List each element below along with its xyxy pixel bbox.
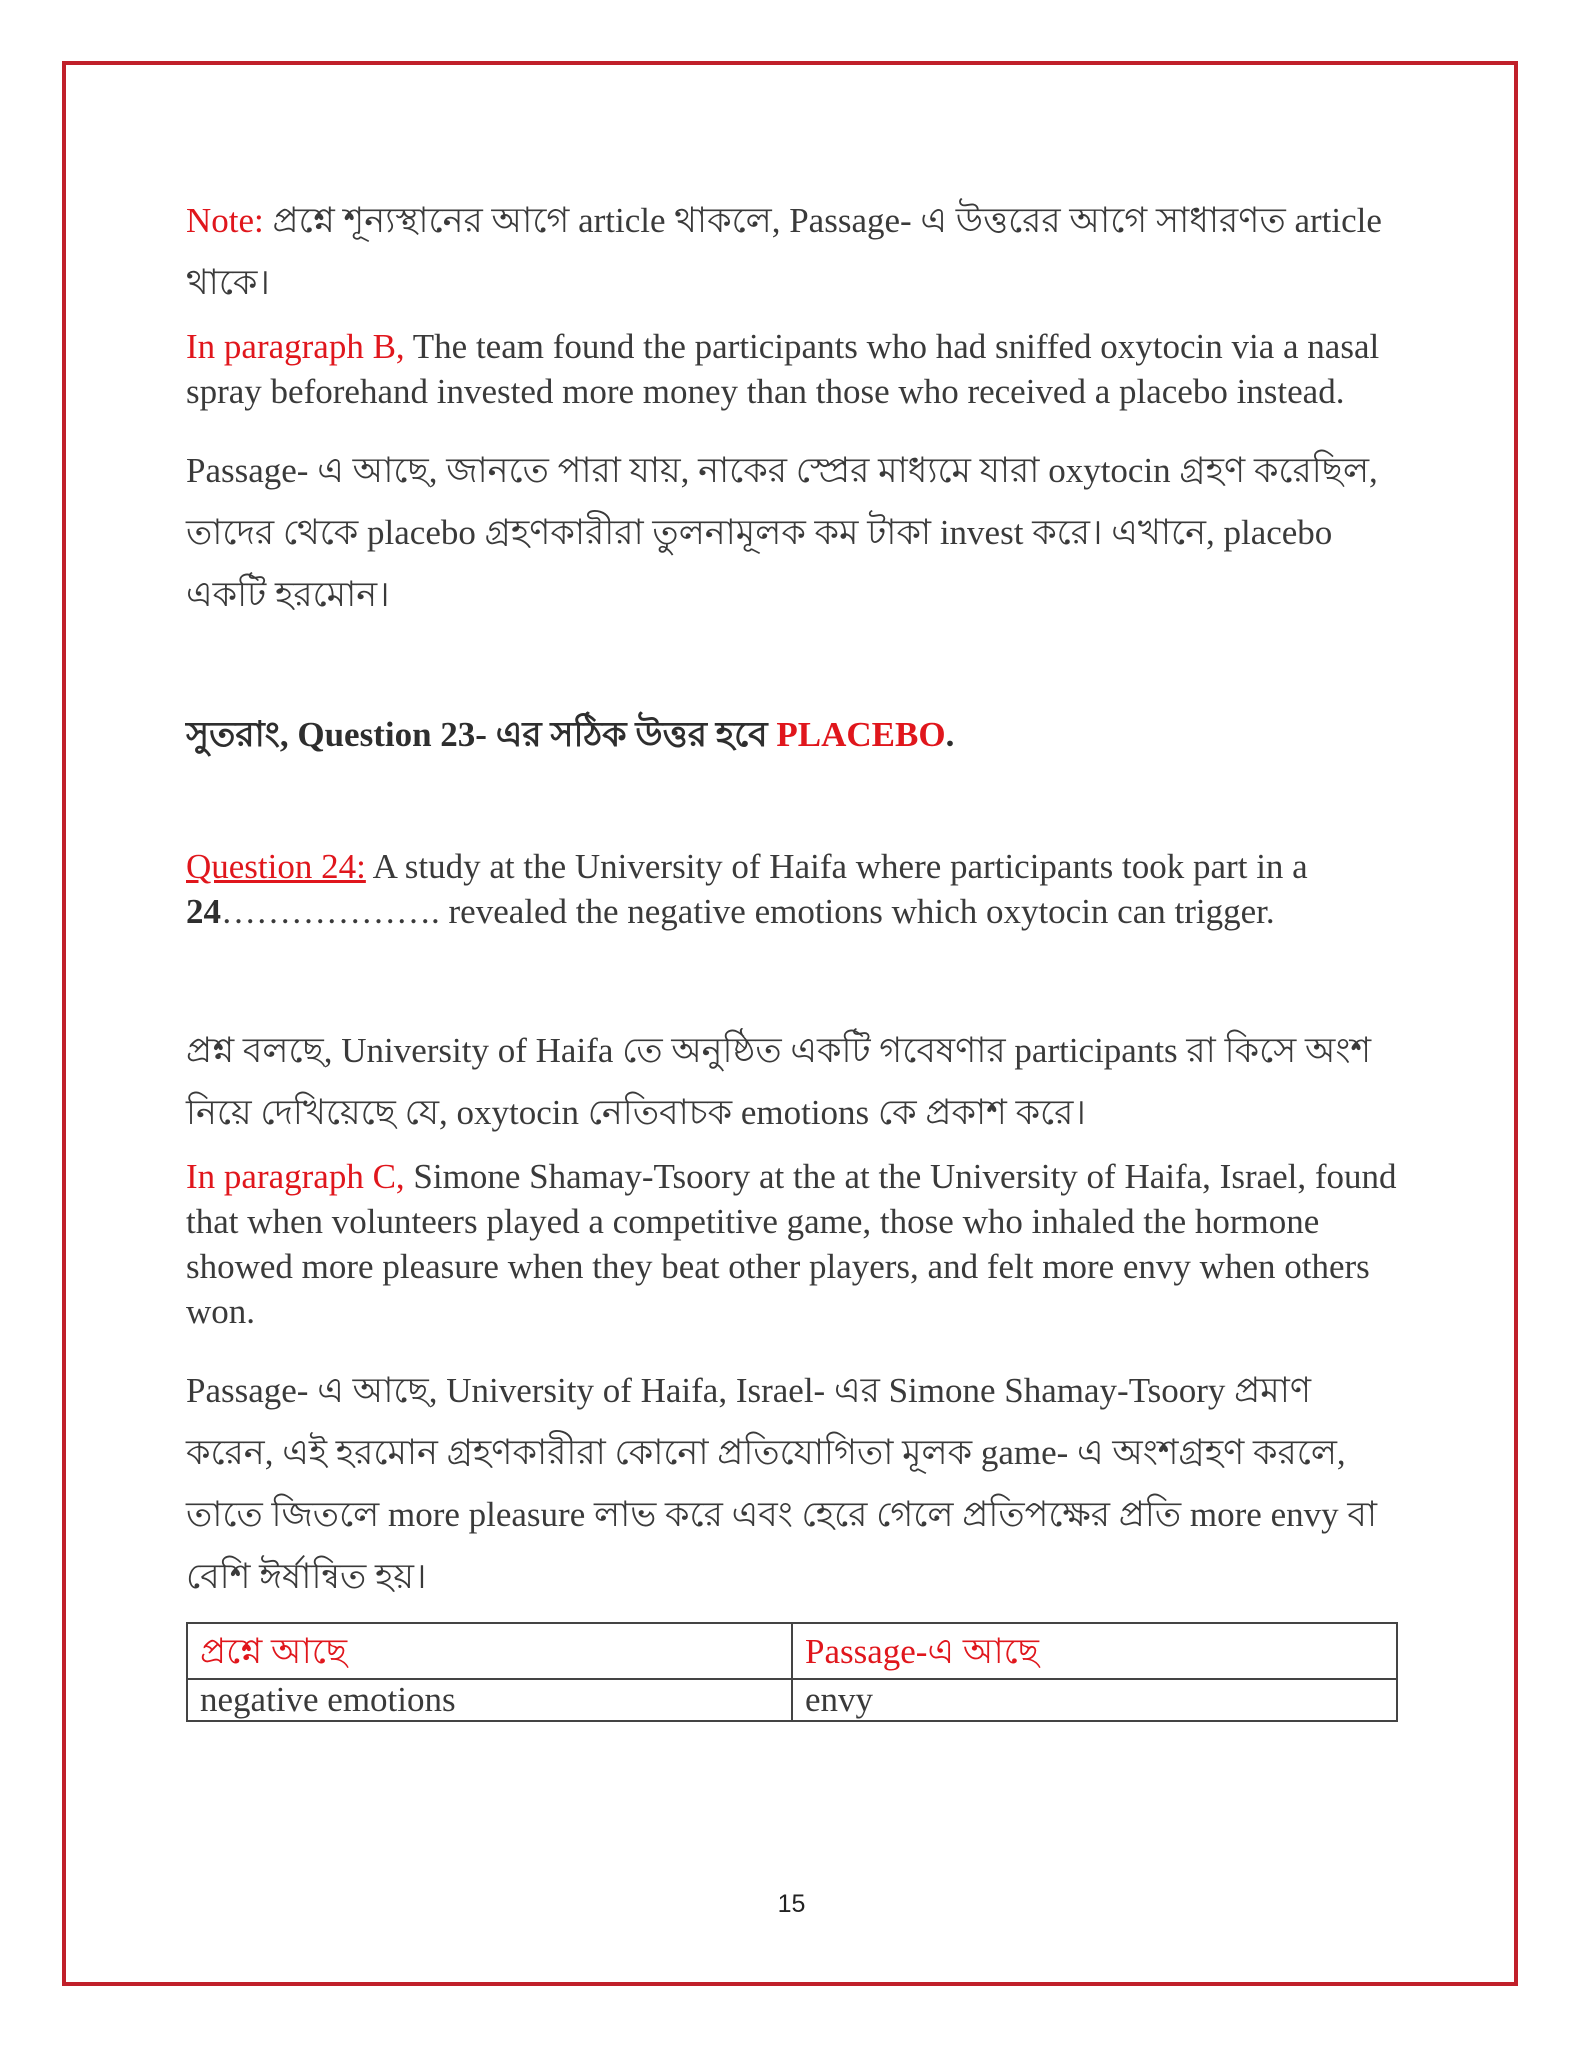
page-content [186, 190, 1406, 1722]
conclusion-prefix: সুতরাং, Question 23- এর সঠিক উত্তর হবে [186, 715, 777, 754]
question-24-text-end: ………………. revealed the negative emotions which oxytocin can trigger. [221, 892, 1275, 931]
question-24-number: 24 [186, 892, 221, 931]
question-24-explanation: প্রশ্ন বলছে, University of Haifa তে অনুষ্ঠিত একটি গবেষণার participants রা কিসে অংশ নিয়ে দেখিয়েছে যে, oxytocin নেতিবাচক emotions কে প্রকাশ করে। [186, 1031, 1372, 1132]
conclusion-answer: PLACEBO [776, 715, 946, 754]
passage-c-explanation: Passage- এ আছে, University of Haifa, Israel- এর Simone Shamay-Tsoory প্রমাণ করেন, এই হরমোন গ্রহণকারীরা কোনো প্রতিযোগিতা মূলক game- এ অংশগ্রহণ করলে, তাতে জিতলে more pleasure লাভ করে এবং হেরে গেলে প্রতিপক্ষের প্রতি more envy বা বেশি ঈর্ষান্বিত হয়। [186, 1371, 1378, 1596]
paragraph-b-label: In paragraph B, [186, 327, 405, 366]
note-label: Note: [186, 201, 264, 240]
question-24-text-start: A study at the University of Haifa where participants took part in a [365, 847, 1308, 886]
question-24 [186, 844, 1406, 934]
comparison-table [186, 1622, 1398, 1722]
page-number: 15 [777, 1890, 806, 1918]
paragraph-b-quote [186, 324, 1406, 414]
table-header-passage: Passage-এ আছে [792, 1623, 1397, 1679]
table-header-question: প্রশ্নে আছে [187, 1623, 792, 1679]
paragraph-c-quote [186, 1154, 1406, 1334]
table-cell-question: negative emotions [187, 1679, 792, 1721]
question-24-label: Question 24: [186, 847, 366, 886]
passage-b-explanation: Passage- এ আছে, জানতে পারা যায়, নাকের স্প্রের মাধ্যমে যারা oxytocin গ্রহণ করেছিল, তাদের থেকে placebo গ্রহণকারীরা তুলনামূলক কম টাকা invest করে। এখানে, placebo একটি হরমোন। [186, 451, 1378, 614]
note-paragraph [186, 190, 1406, 314]
conclusion-suffix: . [945, 715, 955, 754]
table-header-row [187, 1623, 1397, 1679]
paragraph-b-text: The team found the participants who had sniffed oxytocin via a nasal spray beforehand invested more money than those who received a placebo instead. [186, 327, 1380, 411]
note-text: প্রশ্নে শূন্যস্থানের আগে article থাকলে, Passage- এ উত্তরের আগে সাধারণত article থাকে। [186, 201, 1382, 302]
paragraph-c-label: In paragraph C, [186, 1157, 405, 1196]
table-cell-passage: envy [792, 1679, 1397, 1721]
paragraph-c-text: Simone Shamay-Tsoory at the at the University of Haifa, Israel, found that when volunteers played a competitive game, those who inhaled the hormone showed more pleasure when they beat other players, and felt more envy when others won. [186, 1157, 1397, 1331]
question-23-conclusion [186, 704, 1406, 766]
table-row [187, 1679, 1397, 1721]
